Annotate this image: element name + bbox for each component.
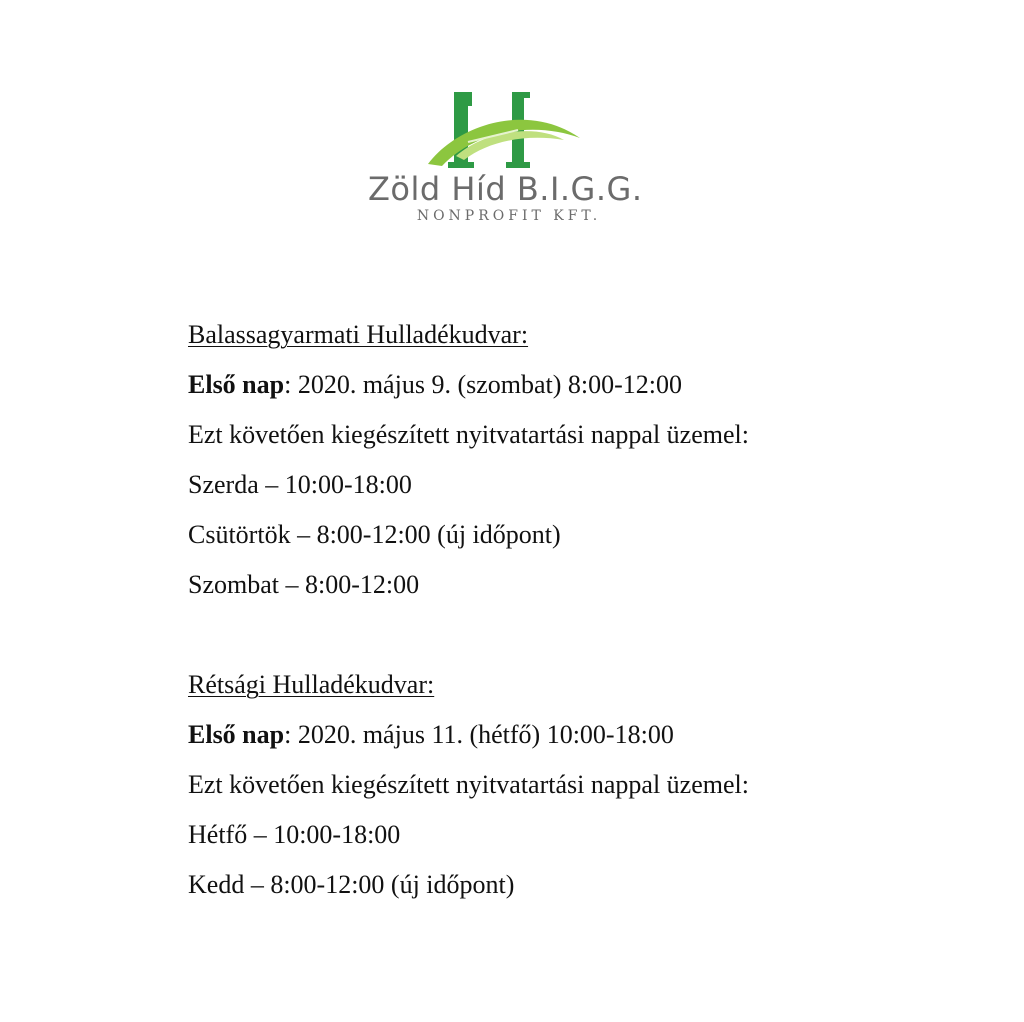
schedule-item: Szombat – 8:00-12:00 bbox=[188, 570, 420, 599]
first-day-value: : 2020. május 11. (hétfő) 10:00-18:00 bbox=[284, 720, 674, 749]
first-day-label: Első nap bbox=[188, 370, 285, 399]
schedule-intro: Ezt követően kiegészített nyitvatartási nappal üzemel: bbox=[188, 420, 749, 449]
logo-company-subtitle: NONPROFIT KFT. bbox=[416, 208, 602, 224]
document-body bbox=[188, 310, 948, 960]
logo-h-mark-icon bbox=[368, 84, 638, 174]
section-balassagyarmat bbox=[188, 310, 948, 610]
schedule-item: Csütörtök – 8:00-12:00 (új időpont) bbox=[188, 520, 561, 549]
section-title: Balassagyarmati Hulladékudvar: bbox=[188, 320, 529, 349]
schedule-item: Kedd – 8:00-12:00 (új időpont) bbox=[188, 870, 515, 899]
first-day-line bbox=[188, 360, 948, 410]
schedule-item: Hétfő – 10:00-18:00 bbox=[188, 820, 401, 849]
first-day-label: Első nap bbox=[188, 720, 285, 749]
section-title: Rétsági Hulladékudvar: bbox=[188, 670, 435, 699]
section-retsag bbox=[188, 660, 948, 910]
company-logo bbox=[368, 84, 643, 234]
schedule-item: Szerda – 10:00-18:00 bbox=[188, 470, 412, 499]
first-day-line bbox=[188, 710, 948, 760]
schedule-intro: Ezt követően kiegészített nyitvatartási nappal üzemel: bbox=[188, 770, 749, 799]
logo-company-name: Zöld Híd B.I.G.G. bbox=[368, 170, 643, 208]
first-day-value: : 2020. május 9. (szombat) 8:00-12:00 bbox=[284, 370, 683, 399]
